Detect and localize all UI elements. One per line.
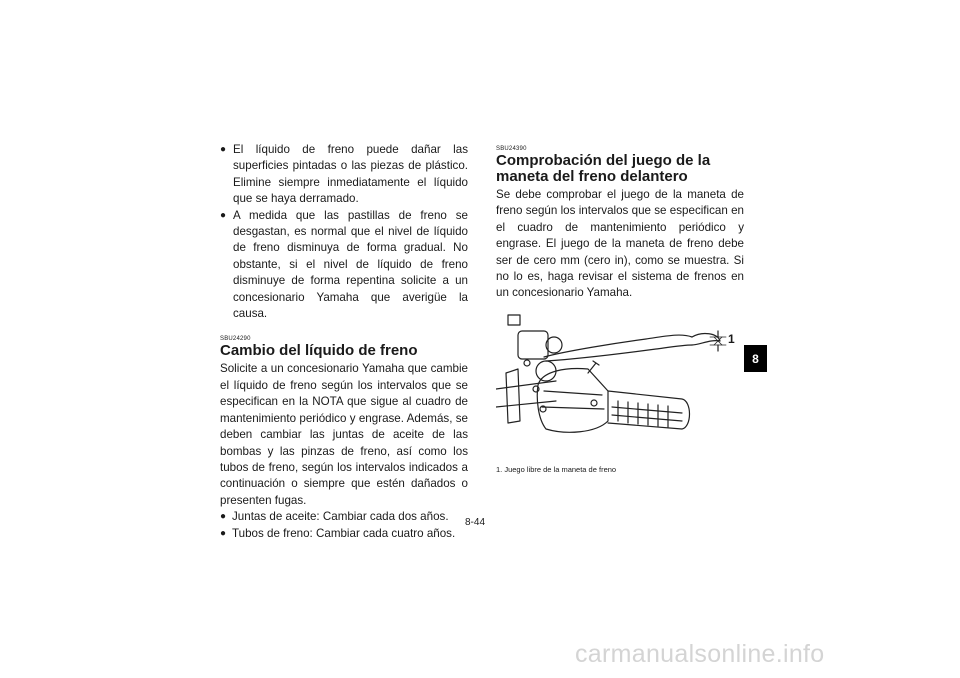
section-body: Se debe comprobar el juego de la maneta de freno según los intervalos que se especifican en el cuadro de mantenimiento periódico y engrase. El juego de la maneta de freno debe ser de cero mm (cero in), como se muestra. Si no lo es, haga revisar el sistema de frenos en un concesionario Yamaha. — [496, 188, 744, 300]
brake-lever-figure — [496, 311, 746, 461]
section-brake-fluid-change — [220, 336, 468, 541]
section-code: SBU24390 — [496, 146, 527, 152]
figure-caption: 1. Juego libre de la maneta de freno — [496, 464, 617, 474]
chapter-tab: 8 — [744, 345, 767, 372]
list-item: ● Tubos de freno: Cambiar cada cuatro años. — [220, 526, 468, 542]
section-title: Cambio del líquido de freno — [220, 342, 418, 360]
interval-bullet-list — [220, 509, 468, 542]
section-code: SBU24290 — [220, 336, 251, 343]
figure-callout: 1 — [728, 331, 735, 346]
section-body: Solicite a un concesionario Yamaha que cambie el líquido de freno según los intervalos que se especifican en la NOTA que sigue al cuadro de mantenimiento periódico y engrase. Además, se deben cambiar las juntas de aceite de las bombas y las pinzas de freno, así como los tubos de freno, según los intervalos indicados a continuación o siempre que estén dañados o presenten fugas. — [220, 362, 468, 507]
right-column — [496, 146, 744, 474]
page-number: 8-44 — [465, 517, 486, 528]
list-item: ● A medida que las pastillas de freno se desgastan, es normal que el nivel de líquido de freno disminuya de forma gradual. No obstante, si el nivel de líquido de freno disminuye de forma repentina solicite a un concesionario Yamaha que averigüe la causa. — [220, 208, 468, 323]
left-column — [220, 142, 468, 542]
section-title: Comprobación del juego de la maneta del freno delantero — [496, 152, 711, 185]
watermark: carmanualsonline.info — [575, 640, 825, 668]
list-item: ● El líquido de freno puede dañar las superficies pintadas o las piezas de plástico. Elimine siempre inmediatamente el líquido que se haya derramado. — [220, 142, 468, 208]
top-bullet-list — [220, 142, 468, 322]
list-item: ● Juntas de aceite: Cambiar cada dos años. — [220, 509, 468, 525]
brake-lever-illustration — [496, 311, 746, 461]
